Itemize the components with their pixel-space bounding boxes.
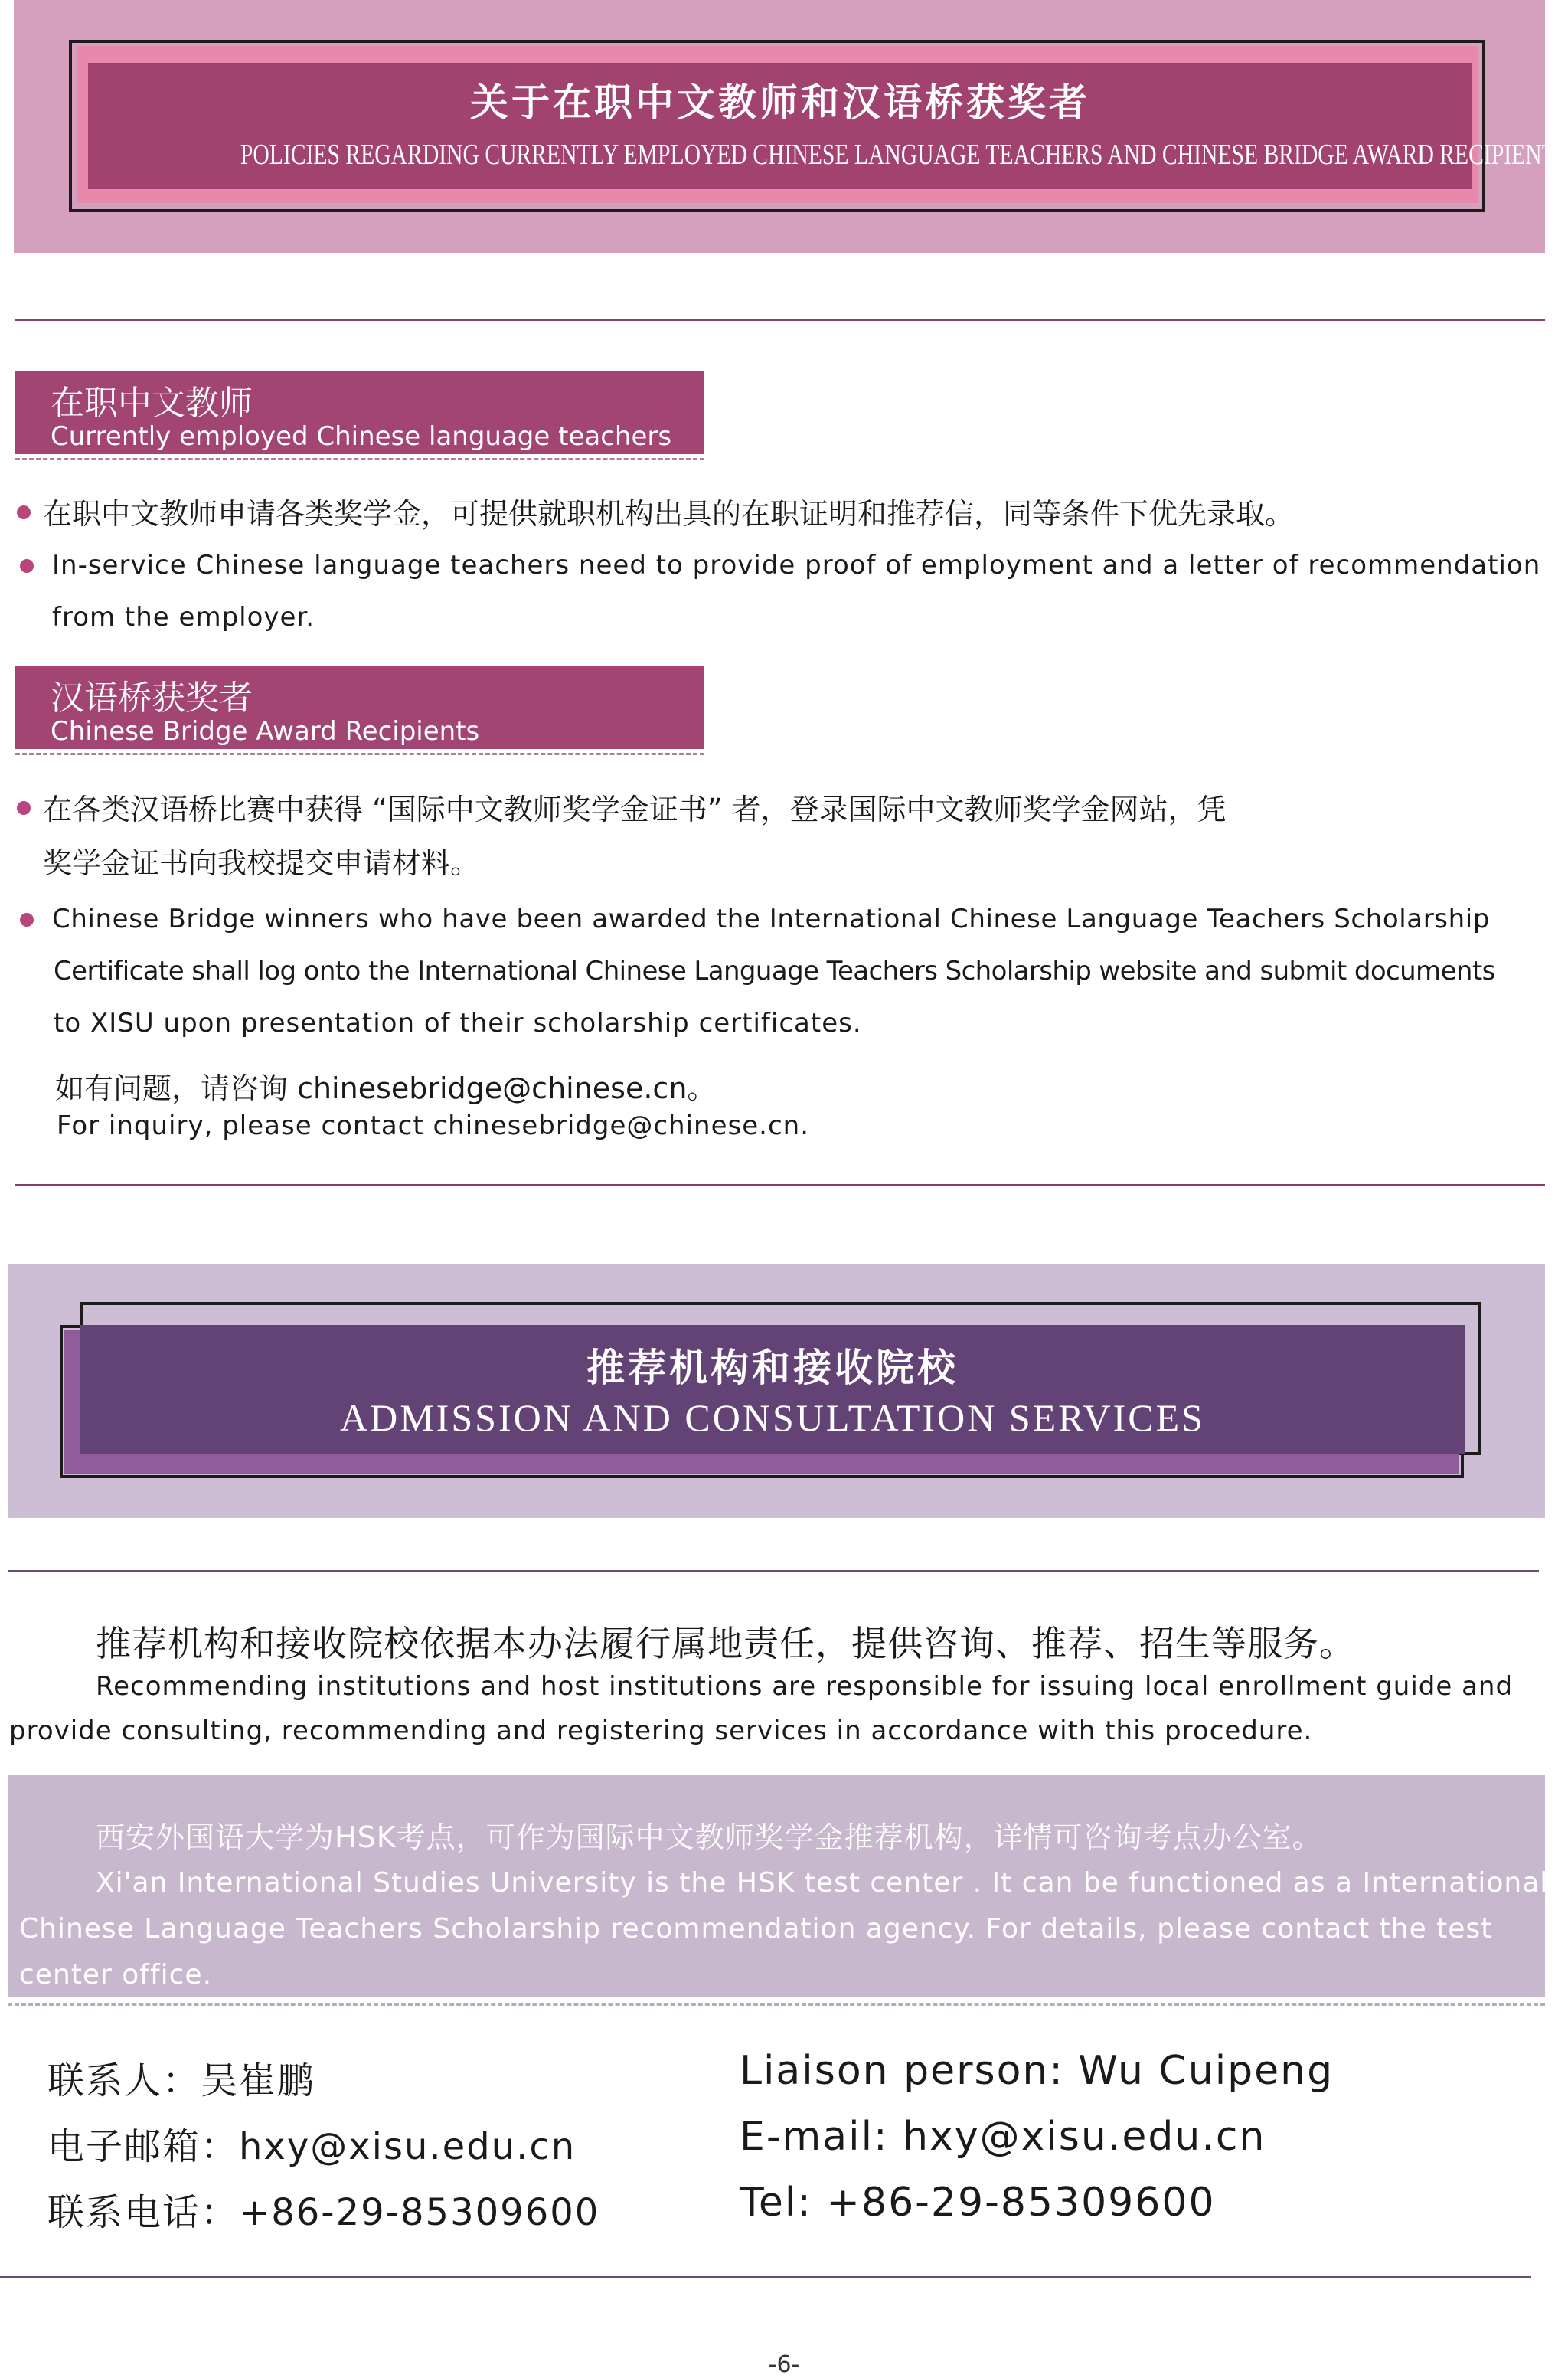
bullet-icon	[20, 913, 34, 927]
admission-title-en: ADMISSION AND CONSULTATION SERVICES	[340, 1396, 1205, 1439]
policies-title-cn: 关于在职中文教师和汉语桥获奖者	[470, 80, 1090, 125]
divider	[0, 2276, 1531, 2278]
bridge-heading-en: Chinese Bridge Award Recipients	[51, 716, 480, 747]
contact-email-en[interactable]: E-mail: hxy@xisu.edu.cn	[740, 2114, 1266, 2160]
teachers-heading-en: Currently employed Chinese language teachers	[51, 421, 672, 452]
teachers-bullet-cn: 在职中文教师申请各类奖学金，可提供就职机构出具的在职证明和推荐信，同等条件下优先录取。	[43, 497, 1295, 531]
hsk-notice-cn: 西安外国语大学为HSK考点，可作为国际中文教师奖学金推荐机构，详情可咨询考点办公室。	[96, 1820, 1322, 1854]
bullet-icon	[17, 801, 31, 815]
teachers-bullet-en-line2: from the employer.	[52, 602, 315, 633]
policies-title-en: POLICIES REGARDING CURRENTLY EMPLOYED CHINESE LANGUAGE TEACHERS AND CHINESE BRIDGE AWARD RECIPIENTS	[240, 139, 1568, 171]
bullet-icon	[20, 559, 34, 573]
bridge-bullet-en-line1: Chinese Bridge winners who have been awarded the International Chinese Language Teachers Scholarship	[52, 904, 1491, 934]
bridge-bullet-en-line3: to XISU upon presentation of their scholarship certificates.	[54, 1008, 862, 1039]
divider	[8, 1570, 1539, 1572]
inquiry-en: For inquiry, please contact chinesebridge@chinese.cn.	[57, 1110, 810, 1141]
contact-person-en: Liaison person: Wu Cuipeng	[740, 2048, 1334, 2094]
teachers-heading-cn: 在职中文教师	[51, 384, 253, 423]
admission-title-cn: 推荐机构和接收院校	[586, 1346, 959, 1390]
contact-phone-cn: 联系电话：+86-29-85309600	[47, 2191, 600, 2234]
bridge-heading-cn: 汉语桥获奖者	[51, 679, 253, 718]
contact-phone-en: Tel: +86-29-85309600	[740, 2180, 1216, 2226]
admission-intro-en-line1: Recommending institutions and host institutions are responsible for issuing local enrollment guide and	[96, 1671, 1514, 1702]
page-number: -6-	[768, 2351, 800, 2378]
inquiry-cn: 如有问题，请咨询 chinesebridge@chinese.cn。	[55, 1071, 717, 1105]
bridge-bullet-cn-line1: 在各类汉语桥比赛中获得 “国际中文教师奖学金证书” 者，登录国际中文教师奖学金网站，凭	[43, 793, 1227, 826]
hsk-notice-en-line2: Chinese Language Teachers Scholarship recommendation agency. For details, please contact the test	[19, 1913, 1493, 1945]
teachers-header-underline	[15, 458, 704, 460]
bullet-icon	[17, 505, 31, 519]
hsk-notice-underline	[8, 2003, 1545, 2006]
bridge-header-underline	[15, 753, 704, 755]
divider	[15, 1184, 1545, 1186]
bridge-bullet-cn-line2: 奖学金证书向我校提交申请材料。	[43, 846, 480, 880]
admission-intro-en-line2: provide consulting, recommending and registering services in accordance with this procedure.	[9, 1716, 1313, 1746]
teachers-bullet-en-line1: In-service Chinese language teachers need to provide proof of employment and a letter of recommendation	[52, 550, 1541, 581]
hsk-notice-en-line3: center office.	[19, 1959, 213, 1990]
admission-intro-cn: 推荐机构和接收院校依据本办法履行属地责任，提供咨询、推荐、招生等服务。	[96, 1623, 1355, 1664]
divider	[15, 319, 1545, 321]
bridge-bullet-en-line2: Certificate shall log onto the International Chinese Language Teachers Scholarship website and submit documents	[54, 956, 1495, 986]
contact-person-cn: 联系人：吴崔鹏	[47, 2059, 316, 2102]
hsk-notice-en-line1: Xi'an International Studies University is the HSK test center . It can be functioned as a International	[96, 1867, 1549, 1899]
contact-email-cn[interactable]: 电子邮箱：hxy@xisu.edu.cn	[47, 2125, 577, 2168]
